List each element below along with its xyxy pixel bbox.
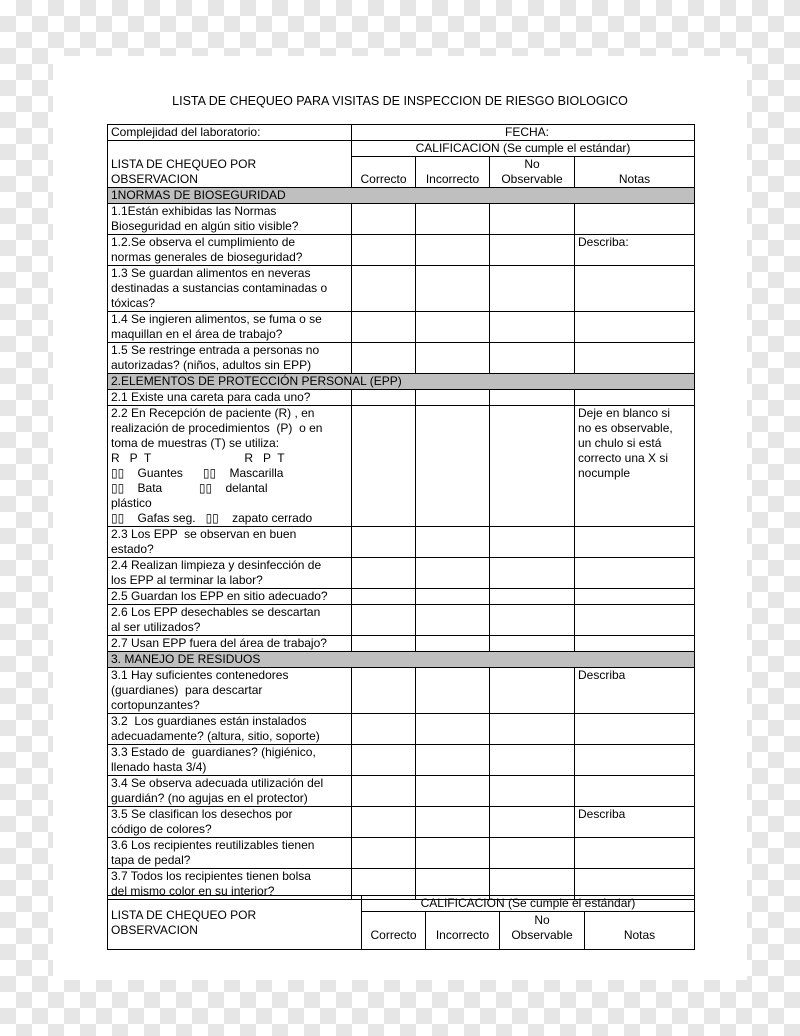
no-observable-cell[interactable] (490, 714, 575, 745)
question-text-line: 2.3 Los EPP se observan en buen (111, 527, 297, 541)
question-cell (108, 589, 352, 605)
question-cell (108, 745, 352, 776)
question-cell (108, 807, 352, 838)
incorrecto-cell[interactable] (416, 406, 490, 527)
footer-lista-line2: OBSERVACION (111, 922, 198, 937)
lista-observacion-cell (108, 141, 352, 188)
incorrecto-cell[interactable] (416, 636, 490, 652)
notes-cell[interactable] (575, 406, 695, 527)
question-text-line: 2.5 Guardan los EPP en sitio adecuado? (111, 589, 328, 603)
correcto-cell[interactable] (352, 838, 416, 869)
question-text-line: 3.6 Los recipientes reutilizables tienen (111, 838, 315, 852)
question-text-line: 1.2.Se observa el cumplimiento de (111, 235, 296, 249)
note-text-line: Describa: (578, 235, 629, 249)
checklist-row (108, 527, 695, 558)
question-text-line: maquillan en el área de trabajo? (111, 327, 283, 341)
correcto-cell[interactable] (352, 745, 416, 776)
incorrecto-cell[interactable] (416, 714, 490, 745)
checklist-row (108, 406, 695, 527)
question-cell (108, 312, 352, 343)
no-observable-cell[interactable] (490, 343, 575, 374)
notes-cell[interactable] (575, 312, 695, 343)
document-title: LISTA DE CHEQUEO PARA VISITAS DE INSPECCION DE RIESGO BIOLOGICO (172, 94, 628, 108)
notes-cell[interactable] (575, 266, 695, 312)
no-observable-cell[interactable] (490, 807, 575, 838)
note-text-line: Describa (578, 807, 626, 821)
col-correcto: Correcto (352, 157, 416, 188)
correcto-cell[interactable] (352, 668, 416, 714)
question-text-line: guardián? (no agujas en el protector) (111, 791, 308, 805)
correcto-cell[interactable] (352, 807, 416, 838)
footer-col-no-observable (500, 912, 585, 950)
correcto-cell[interactable] (352, 204, 416, 235)
checklist-row (108, 558, 695, 589)
question-text-line: 1.1Están exhibidas las Normas (111, 204, 277, 218)
incorrecto-cell[interactable] (416, 807, 490, 838)
checklist-row (108, 605, 695, 636)
checklist-row (108, 204, 695, 235)
note-text-line: correcto una X si (578, 451, 669, 465)
lista-label-line1: LISTA DE CHEQUEO POR (111, 157, 257, 171)
checklist-row (108, 838, 695, 869)
question-text-line: 1.5 Se restringe entrada a personas no (111, 343, 320, 357)
question-text-line: 1.3 Se guardan alimentos en neveras (111, 266, 311, 280)
no-observable-cell[interactable] (490, 589, 575, 605)
col-incorrecto: Incorrecto (416, 157, 490, 188)
notes-cell[interactable] (575, 204, 695, 235)
question-text-line: 2.1 Existe una careta para cada uno? (111, 390, 311, 404)
col-no-observable-line1: No (524, 157, 540, 171)
question-cell (108, 235, 352, 266)
note-text-line: un chulo si está (578, 436, 662, 450)
question-text-line: los EPP al terminar la labor? (111, 573, 263, 587)
incorrecto-cell[interactable] (416, 668, 490, 714)
question-cell (108, 406, 352, 527)
checklist-row (108, 714, 695, 745)
footer-col-notas: Notas (585, 912, 695, 950)
footer-no-observable-line2: Observable (511, 928, 573, 942)
question-text-line: tóxicas? (111, 296, 156, 310)
incorrecto-cell[interactable] (416, 343, 490, 374)
correcto-cell[interactable] (352, 312, 416, 343)
incorrecto-cell[interactable] (416, 558, 490, 589)
footer-no-observable-line1: No (534, 913, 550, 927)
question-cell (108, 266, 352, 312)
question-text-line: R P T R P T (111, 451, 285, 465)
lista-label-line2: OBSERVACION (111, 172, 198, 186)
checklist-row (108, 390, 695, 406)
question-cell (108, 838, 352, 869)
incorrecto-cell[interactable] (416, 745, 490, 776)
footer-calificacion: CALIFICACION (Se cumple el estándar) (362, 896, 695, 912)
no-observable-cell[interactable] (490, 745, 575, 776)
question-text-line: 3.3 Estado de guardianes? (higiénico, (111, 745, 316, 759)
question-text-line: 3.5 Se clasifican los desechos por (111, 807, 293, 821)
checklist-row (108, 807, 695, 838)
checklist-row (108, 589, 695, 605)
calificacion-header: CALIFICACION (Se cumple el estándar) (352, 141, 695, 157)
correcto-cell[interactable] (352, 714, 416, 745)
question-text-line: autorizadas? (niños, adultos sin EPP) (111, 358, 312, 372)
no-observable-cell[interactable] (490, 406, 575, 527)
incorrecto-cell[interactable] (416, 527, 490, 558)
no-observable-cell[interactable] (490, 558, 575, 589)
question-text-line: 2.2 En Recepción de paciente (R) , en (111, 406, 315, 420)
fecha-label: FECHA: (505, 125, 550, 139)
question-text-line: ▯▯ Gafas seg. ▯▯ zapato cerrado (111, 511, 313, 525)
notes-cell[interactable] (575, 605, 695, 636)
question-text-line: tapa de pedal? (111, 853, 191, 867)
incorrecto-cell[interactable] (416, 266, 490, 312)
correcto-cell[interactable] (352, 605, 416, 636)
notes-cell[interactable] (575, 745, 695, 776)
section-header: 3. MANEJO DE RESIDUOS (108, 652, 695, 668)
section-header: 1NORMAS DE BIOSEGURIDAD (108, 188, 695, 204)
question-text-line: al ser utilizados? (111, 620, 201, 634)
col-notas: Notas (575, 157, 695, 188)
notes-cell[interactable] (575, 668, 695, 714)
question-text-line: ▯▯ Bata ▯▯ delantal (111, 481, 268, 495)
checklist-row (108, 266, 695, 312)
notes-cell[interactable] (575, 714, 695, 745)
no-observable-cell[interactable] (490, 390, 575, 406)
incorrecto-cell[interactable] (416, 204, 490, 235)
notes-cell[interactable] (575, 558, 695, 589)
question-cell (108, 636, 352, 652)
no-observable-cell[interactable] (490, 204, 575, 235)
question-text-line: ▯▯ Guantes ▯▯ Mascarilla (111, 466, 284, 480)
col-no-observable-line2: Observable (501, 172, 563, 186)
no-observable-cell[interactable] (490, 636, 575, 652)
correcto-cell[interactable] (352, 390, 416, 406)
incorrecto-cell[interactable] (416, 776, 490, 807)
checklist-row (108, 745, 695, 776)
correcto-cell[interactable] (352, 266, 416, 312)
no-observable-cell[interactable] (490, 312, 575, 343)
correcto-cell[interactable] (352, 636, 416, 652)
no-observable-cell[interactable] (490, 668, 575, 714)
correcto-cell[interactable] (352, 527, 416, 558)
question-text-line: 2.6 Los EPP desechables se descartan (111, 605, 321, 619)
incorrecto-cell[interactable] (416, 605, 490, 636)
note-text-line: Deje en blanco si (578, 406, 671, 420)
correcto-cell[interactable] (352, 343, 416, 374)
question-cell (108, 527, 352, 558)
no-observable-cell[interactable] (490, 266, 575, 312)
question-text-line: 3.4 Se observa adecuada utilización del (111, 776, 324, 790)
question-text-line: estado? (111, 542, 154, 556)
notes-cell[interactable] (575, 636, 695, 652)
notes-cell[interactable] (575, 776, 695, 807)
correcto-cell[interactable] (352, 406, 416, 527)
footer-col-correcto: Correcto (362, 912, 426, 950)
question-cell (108, 204, 352, 235)
checklist-row (108, 776, 695, 807)
question-cell (108, 776, 352, 807)
notes-cell[interactable] (575, 343, 695, 374)
no-observable-cell[interactable] (490, 527, 575, 558)
question-text-line: cortopunzantes? (111, 698, 200, 712)
correcto-cell[interactable] (352, 558, 416, 589)
correcto-cell[interactable] (352, 776, 416, 807)
correcto-cell[interactable] (352, 235, 416, 266)
fecha-cell (352, 125, 695, 141)
note-text-line: nocumple (578, 466, 631, 480)
no-observable-cell[interactable] (490, 235, 575, 266)
question-text-line: del mismo color en su interior? (111, 884, 275, 898)
question-text-line: 2.4 Realizan limpieza y desinfección de (111, 558, 322, 572)
incorrecto-cell[interactable] (416, 390, 490, 406)
footer-lista-line1: LISTA DE CHEQUEO POR (111, 907, 257, 922)
correcto-cell[interactable] (352, 589, 416, 605)
notes-cell[interactable] (575, 838, 695, 869)
section-header: 2.ELEMENTOS DE PROTECCIÓN PERSONAL (EPP) (108, 374, 695, 390)
checklist-row (108, 235, 695, 266)
question-cell (108, 343, 352, 374)
question-text-line: destinadas a sustancias contaminadas o (111, 281, 328, 295)
col-no-observable (490, 157, 575, 188)
incorrecto-cell[interactable] (416, 838, 490, 869)
question-cell (108, 558, 352, 589)
question-text-line: llenado hasta 3/4) (111, 760, 207, 774)
question-cell (108, 605, 352, 636)
note-text-line: no es observable, (578, 421, 673, 435)
no-observable-cell[interactable] (490, 838, 575, 869)
complejidad-label: Complejidad del laboratorio: (108, 125, 352, 141)
question-text-line: 3.7 Todos los recipientes tienen bolsa (111, 869, 311, 883)
incorrecto-cell[interactable] (416, 589, 490, 605)
question-text-line: 3.1 Hay suficientes contenedores (111, 668, 289, 682)
question-text-line: 1.4 Se ingieren alimentos, se fuma o se (111, 312, 322, 326)
checklist-row (108, 343, 695, 374)
incorrecto-cell[interactable] (416, 235, 490, 266)
note-text-line: Describa (578, 668, 626, 682)
footer-lista-cell (108, 896, 362, 950)
question-cell (108, 390, 352, 406)
notes-cell[interactable] (575, 589, 695, 605)
question-text-line: (guardianes) para descartar (111, 683, 263, 697)
footer-table (107, 895, 695, 950)
question-text-line: 3.2 Los guardianes están instalados (111, 714, 307, 728)
no-observable-cell[interactable] (490, 605, 575, 636)
question-text-line: realización de procedimientos (P) o en (111, 421, 323, 435)
no-observable-cell[interactable] (490, 776, 575, 807)
question-text-line: toma de muestras (T) se utiliza: (111, 436, 280, 450)
incorrecto-cell[interactable] (416, 312, 490, 343)
checklist-row (108, 312, 695, 343)
notes-cell[interactable] (575, 390, 695, 406)
question-text-line: plástico (111, 496, 152, 510)
question-text-line: adecuadamente? (altura, sitio, soporte) (111, 729, 320, 743)
checklist-row (108, 668, 695, 714)
question-text-line: código de colores? (111, 822, 212, 836)
notes-cell[interactable] (575, 527, 695, 558)
notes-cell[interactable] (575, 807, 695, 838)
notes-cell[interactable] (575, 235, 695, 266)
checklist-row (108, 636, 695, 652)
checklist-table (107, 124, 695, 900)
question-text-line: 2.7 Usan EPP fuera del área de trabajo? (111, 636, 327, 650)
question-text-line: normas generales de bioseguridad? (111, 250, 303, 264)
question-cell (108, 668, 352, 714)
footer-col-incorrecto: Incorrecto (426, 912, 500, 950)
question-cell (108, 714, 352, 745)
question-text-line: Bioseguridad en algún sitio visible? (111, 219, 299, 233)
